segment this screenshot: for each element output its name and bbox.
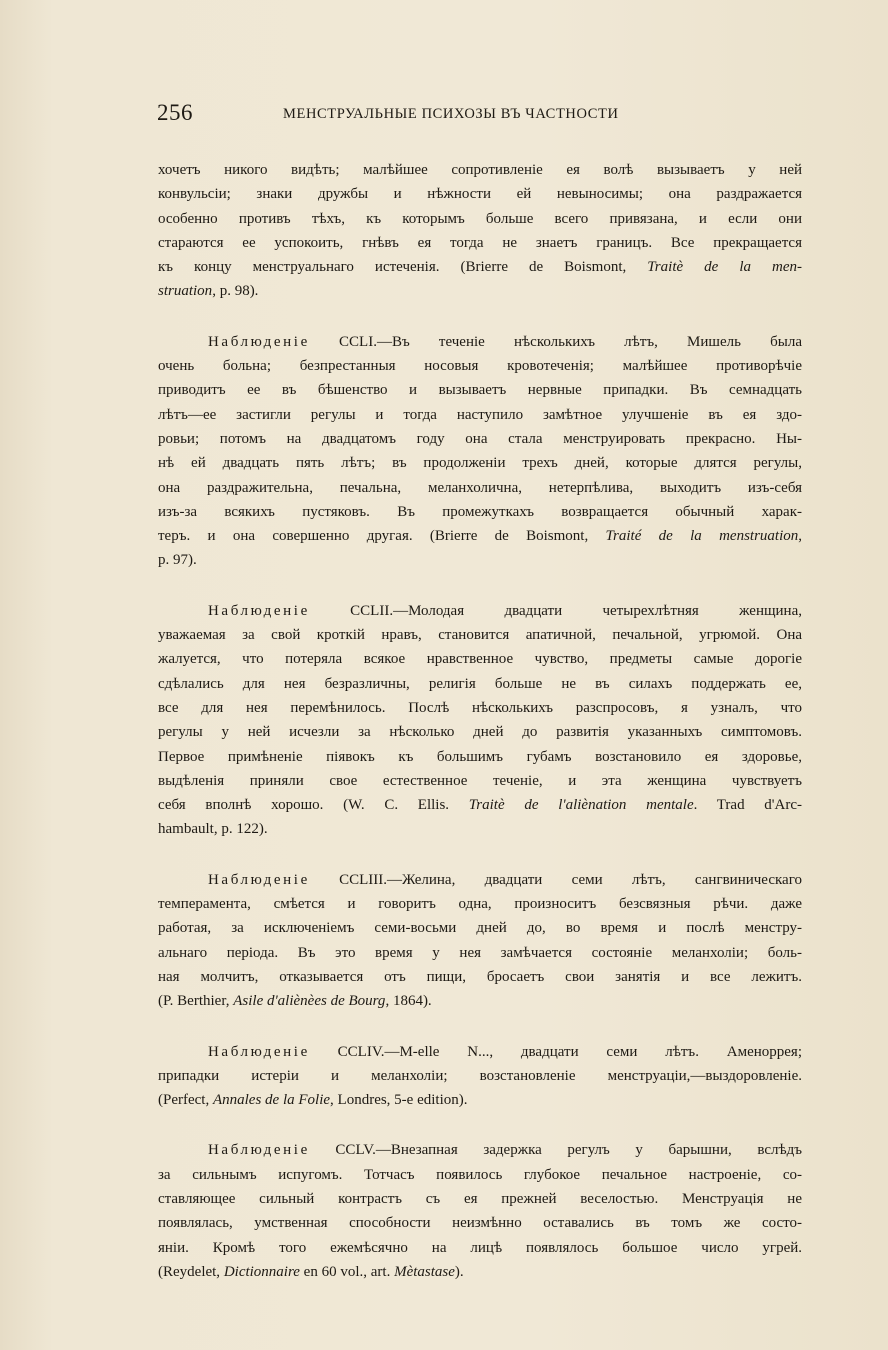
text-line (158, 1260, 802, 1284)
text-line (158, 1211, 802, 1235)
text-line (158, 476, 802, 500)
text-segment: лѣтъ—ее застигли регулы и тогда наступило замѣтное улучшеніе въ ея здо- (158, 406, 802, 423)
text-line (158, 548, 802, 572)
text-segment: , Londres, 5-e edition). (330, 1092, 468, 1109)
text-segment: себя вполнѣ хорошо. (W. C. Ellis. (158, 797, 469, 814)
text-line (158, 255, 802, 279)
paragraph (158, 1138, 802, 1284)
text-segment: CCLII.—Молодая двадцати четырехлѣтняя женщина, (309, 602, 802, 619)
text-segment: яніи. Кромѣ того ежемѣсячно на лицѣ появлялось большое число угрей. (158, 1239, 802, 1256)
running-title: МЕНСТРУАЛЬНЫЕ ПСИХОЗЫ ВЪ ЧАСТНОСТИ (283, 106, 619, 122)
observation-label: Наблюденіе (208, 1142, 310, 1159)
paragraph-gap (158, 573, 802, 599)
text-line (158, 1138, 802, 1162)
text-segment: изъ-за всякихъ пустяковъ. Въ промежуткахъ возвращается обычный харак- (158, 503, 802, 520)
text-line (158, 500, 802, 524)
observation-label: Наблюденіе (208, 1043, 310, 1060)
paragraph-gap (158, 1112, 802, 1138)
text-segment: ставляющее сильный контрастъ съ ея прежней веселостью. Менструація не (158, 1190, 802, 1207)
text-line (158, 769, 802, 793)
text-line (158, 1040, 802, 1064)
text-line (158, 916, 802, 940)
italic-citation: Traité de la menstruation (605, 528, 799, 545)
text-segment: CCLIV.—M-elle N..., двадцати семи лѣтъ. Аменоррея; (309, 1043, 802, 1060)
italic-citation: Mètastase (394, 1263, 455, 1280)
text-line (158, 1088, 802, 1112)
text-segment: темперамента, смѣется и говоритъ одна, произноситъ безсвязныя рѣчи. даже (158, 896, 802, 913)
text-segment: регулы у ней исчезли за нѣсколько дней до развитія указанныхъ симптомовъ. (158, 724, 802, 741)
italic-citation: struation (158, 283, 213, 300)
observation-label: Наблюденіе (208, 602, 310, 619)
text-segment: . Trad d'Arc- (693, 797, 802, 814)
page-header (157, 100, 677, 130)
text-segment: ная молчитъ, отказывается отъ пищи, бросаетъ свои занятія и все лежитъ. (158, 968, 802, 985)
paragraph-gap (158, 842, 802, 868)
text-segment: конвульсіи; знаки дружбы и нѣжности ей невыносимы; она раздражается (158, 186, 802, 203)
text-segment: Первое примѣненіе піявокъ къ большимъ губамъ возстановило ея здоровье, (158, 748, 802, 765)
text-segment: теръ. и она совершенно другая. (Brierre de Boismont, (158, 528, 606, 545)
text-segment: за сильнымъ испугомъ. Тотчасъ появилось глубокое печальное настроеніе, со- (158, 1166, 802, 1183)
text-segment: CCLI.—Въ теченіе нѣсколькихъ лѣтъ, Мишель была (309, 333, 802, 350)
text-line (158, 793, 802, 817)
text-line (158, 868, 802, 892)
text-segment: уважаемая за свой кроткій нравъ, становится апатичной, печальной, угрюмой. Она (158, 627, 802, 644)
text-segment: (Reydelet, (158, 1263, 224, 1280)
text-segment: p. 97). (158, 552, 197, 569)
paragraph-gap (158, 1014, 802, 1040)
italic-citation: Dictionnaire (223, 1263, 300, 1280)
text-line (158, 158, 802, 182)
text-line (158, 989, 802, 1013)
text-segment: стараются ее успокоить, гнѣвъ ея тогда не знаетъ границъ. Все прекращается (158, 234, 802, 251)
text-line (158, 1187, 802, 1211)
body-text (158, 158, 802, 1284)
text-line (158, 182, 802, 206)
text-segment: припадки истеріи и меланхоліи; возстановленіе менструаціи,—выздоровленіе. (158, 1067, 802, 1084)
text-segment: hambault, p. 122). (158, 821, 268, 838)
text-line (158, 647, 802, 671)
text-line (158, 892, 802, 916)
text-segment: альнаго періода. Въ это время у нея замѣчается состояніе меланхоліи; боль- (158, 944, 802, 961)
text-segment: очень больна; безпрестанныя носовыя кровотеченія; малѣйшее противорѣчіе (158, 358, 802, 375)
text-segment: (P. Berthier, (158, 993, 234, 1010)
text-segment: работая, за исключеніемъ семи-восьми дней до, во время и послѣ менстру- (158, 920, 802, 937)
text-line (158, 745, 802, 769)
text-line (158, 623, 802, 647)
italic-citation: Annales de la Folie (212, 1092, 331, 1109)
page-number: 256 (157, 100, 193, 125)
text-line (158, 330, 802, 354)
italic-citation: Traitè de la men- (647, 259, 802, 276)
text-line (158, 672, 802, 696)
text-line (158, 451, 802, 475)
italic-citation: Asile d'aliènèes de Bourg (233, 993, 386, 1010)
text-line (158, 427, 802, 451)
paragraph (158, 1040, 802, 1113)
text-line (158, 696, 802, 720)
text-segment: выдѣленія приняли свое естественное теченіе, и эта женщина чувствуетъ (158, 772, 802, 789)
paragraph (158, 330, 802, 573)
text-segment: хочетъ никого видѣть; малѣйшее сопротивленіе ея волѣ вызываетъ у ней (158, 162, 802, 178)
text-segment: (Perfect, (158, 1092, 213, 1109)
text-line (158, 207, 802, 231)
text-segment: она раздражительна, печальна, меланхолична, нетерпѣлива, выходитъ изъ-себя (158, 479, 802, 496)
text-segment: все для нея перемѣнилось. Послѣ нѣсколькихъ разспросовъ, я узналъ, что (158, 699, 802, 716)
text-segment: , p. 98). (212, 283, 259, 300)
text-segment: къ концу менструальнаго истеченія. (Brierre de Boismont, (158, 259, 648, 276)
text-line (158, 941, 802, 965)
text-segment: ). (454, 1263, 464, 1280)
text-line (158, 599, 802, 623)
text-line (158, 720, 802, 744)
observation-label: Наблюденіе (208, 333, 310, 350)
text-line (158, 1064, 802, 1088)
text-segment: CCLIII.—Желина, двадцати семи лѣтъ, сангвиническаго (309, 871, 802, 888)
text-segment: особенно противъ тѣхъ, къ которымъ больше всего привязана, и если они (158, 210, 802, 227)
text-segment: нѣ ей двадцать пять лѣтъ; въ продолженіи трехъ дней, которые длятся регулы, (158, 455, 802, 472)
text-segment: сдѣлались для нея безразличны, религія больше не въ силахъ поддержать ее, (158, 675, 802, 692)
text-segment: приводитъ ее въ бѣшенство и вызываетъ нервные припадки. Въ семнадцать (158, 382, 802, 399)
italic-citation: Traitè de l'aliènation mentale (468, 797, 694, 814)
text-segment: появлялась, умственная способности неизмѣнно оставались въ томъ же состо- (158, 1215, 802, 1232)
paragraph-gap (158, 304, 802, 330)
text-line (158, 354, 802, 378)
text-segment: жалуется, что потеряла всякое нравственное чувство, предметы самые дорогіе (158, 651, 802, 668)
text-line (158, 817, 802, 841)
text-line (158, 524, 802, 548)
paragraph (158, 868, 802, 1014)
text-line (158, 279, 802, 303)
text-segment: CCLV.—Внезапная задержка регулъ у барышни, вслѣдъ (309, 1142, 802, 1159)
text-line (158, 403, 802, 427)
observation-label: Наблюденіе (208, 871, 310, 888)
text-segment: ровьи; потомъ на двадцатомъ году она стала менструировать прекрасно. Ны- (158, 430, 802, 447)
text-segment: , 1864). (385, 993, 432, 1010)
text-line (158, 378, 802, 402)
text-line (158, 1236, 802, 1260)
paragraph (158, 599, 802, 842)
text-segment: en 60 vol., art. (299, 1263, 395, 1280)
text-line (158, 231, 802, 255)
text-line (158, 1163, 802, 1187)
text-line (158, 965, 802, 989)
paragraph (158, 158, 802, 304)
text-segment: , (798, 528, 802, 545)
